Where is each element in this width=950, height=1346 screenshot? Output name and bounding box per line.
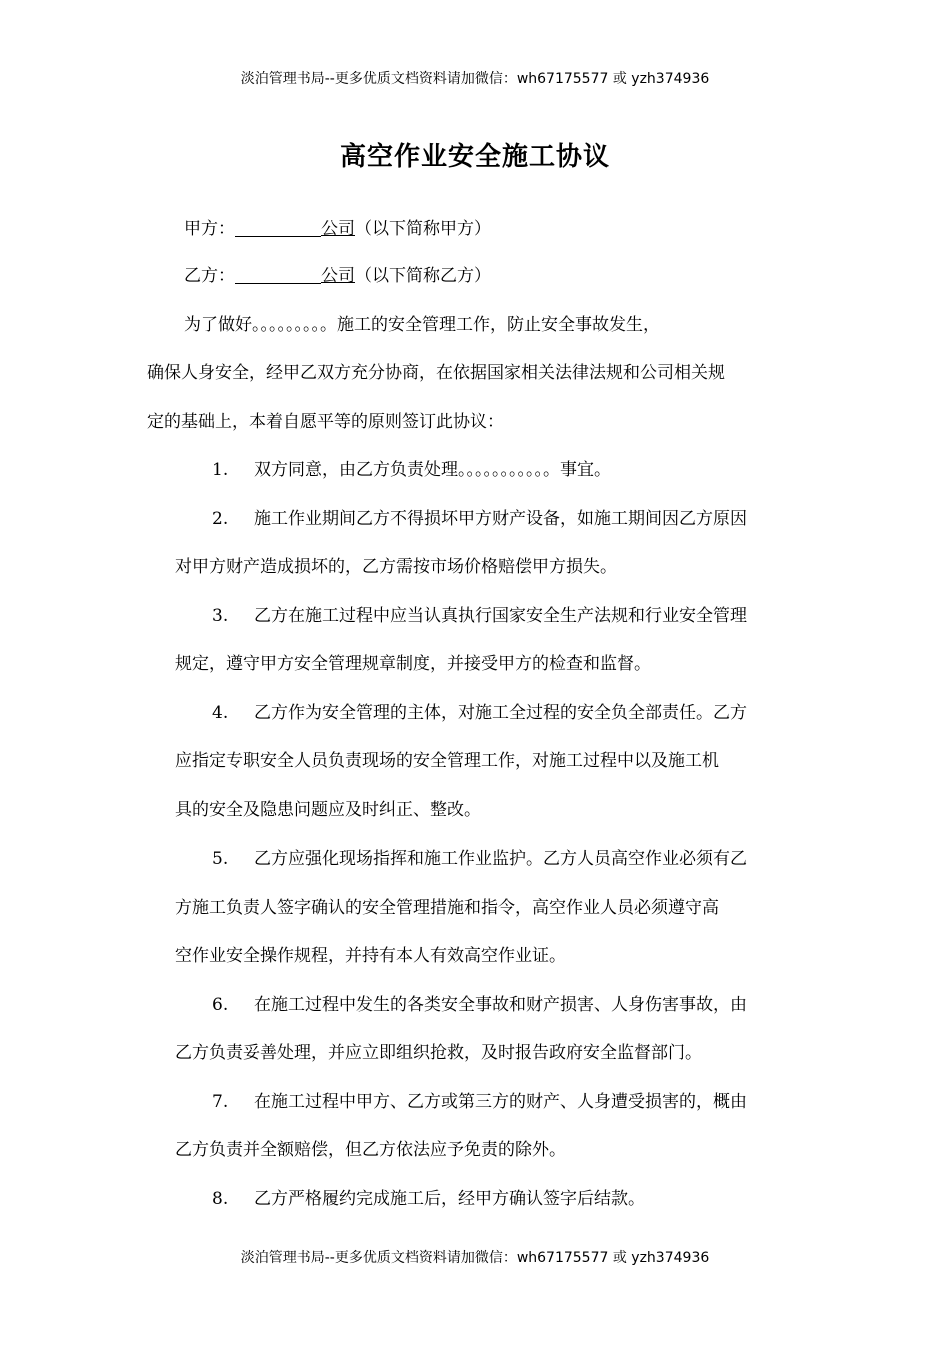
party-a-label: 甲方： — [184, 219, 235, 239]
clause-text-continued: 对甲方财产造成损坏的，乙方需按市场价格赔偿甲方损失。 — [175, 557, 617, 577]
clause-number: 3. — [212, 606, 229, 626]
clause-text: 在施工过程中发生的各类安全事故和财产损害、人身伤害事故，由 — [254, 995, 747, 1015]
party-a-blank — [235, 218, 321, 237]
page-footer: 淡泊管理书局--更多优质文档资料请加微信：wh67175577 或 yzh374936 — [240, 1250, 710, 1266]
clause-6 — [212, 993, 747, 1017]
clause-8 — [212, 1187, 645, 1211]
clause-text: 乙方应强化现场指挥和施工作业监护。乙方人员高空作业必须有乙 — [254, 849, 747, 869]
clause-number: 5. — [212, 849, 229, 869]
clause-2 — [212, 507, 747, 531]
clause-text-continued: 乙方负责并全额赔偿，但乙方依法应予免责的除外。 — [175, 1140, 566, 1160]
clause-text-continued: 具的安全及隐患问题应及时纠正、整改。 — [175, 800, 481, 820]
clause-7 — [212, 1090, 747, 1114]
clause-number: 1. — [212, 460, 229, 480]
clause-text-continued: 应指定专职安全人员负责现场的安全管理工作，对施工过程中以及施工机 — [175, 751, 719, 771]
clause-text: 乙方作为安全管理的主体，对施工全过程的安全负全部责任。乙方 — [254, 703, 747, 723]
clause-text: 乙方严格履约完成施工后，经甲方确认签字后结款。 — [254, 1189, 645, 1209]
party-b-company: 公司 — [321, 266, 355, 286]
clause-text: 双方同意，由乙方负责处理。。。。。。。。。。。事宜。 — [254, 460, 611, 480]
document-title: 高空作业安全施工协议 — [339, 142, 610, 172]
clause-number: 2. — [212, 509, 229, 529]
party-b-suffix: （以下简称乙方） — [355, 266, 491, 286]
clause-text: 在施工过程中甲方、乙方或第三方的财产、人身遭受损害的，概由 — [254, 1092, 747, 1112]
page-header: 淡泊管理书局--更多优质文档资料请加微信：wh67175577 或 yzh374936 — [240, 71, 710, 87]
clause-text: 施工作业期间乙方不得损坏甲方财产设备，如施工期间因乙方原因 — [254, 509, 747, 529]
clause-number: 4. — [212, 703, 229, 723]
party-b-line — [184, 264, 491, 288]
clause-text: 乙方在施工过程中应当认真执行国家安全生产法规和行业安全管理 — [254, 606, 747, 626]
clause-text-continued: 乙方负责妥善处理，并应立即组织抢救，及时报告政府安全监督部门。 — [175, 1043, 702, 1063]
clause-number: 8. — [212, 1189, 229, 1209]
party-a-company: 公司 — [321, 219, 355, 239]
clause-number: 7. — [212, 1092, 229, 1112]
clause-text-continued: 方施工负责人签字确认的安全管理措施和指令，高空作业人员必须遵守高 — [175, 898, 719, 918]
intro-line-2: 确保人身安全，经甲乙双方充分协商，在依据国家相关法律法规和公司相关规 — [147, 363, 725, 383]
clause-text-continued: 空作业安全操作规程，并持有本人有效高空作业证。 — [175, 946, 566, 966]
clause-text-continued: 规定，遵守甲方安全管理规章制度，并接受甲方的检查和监督。 — [175, 654, 651, 674]
clause-3 — [212, 604, 747, 628]
clause-number: 6. — [212, 995, 229, 1015]
intro-line-1: 为了做好。。。。。。。。。施工的安全管理工作，防止安全事故发生， — [184, 315, 660, 335]
party-b-label: 乙方： — [184, 266, 235, 286]
clause-1 — [212, 458, 611, 482]
party-b-blank — [235, 265, 321, 284]
party-a-line — [184, 217, 491, 241]
party-a-suffix: （以下简称甲方） — [355, 219, 491, 239]
clause-4 — [212, 701, 747, 725]
clause-5 — [212, 847, 747, 871]
intro-line-3: 定的基础上，本着自愿平等的原则签订此协议： — [147, 412, 504, 432]
